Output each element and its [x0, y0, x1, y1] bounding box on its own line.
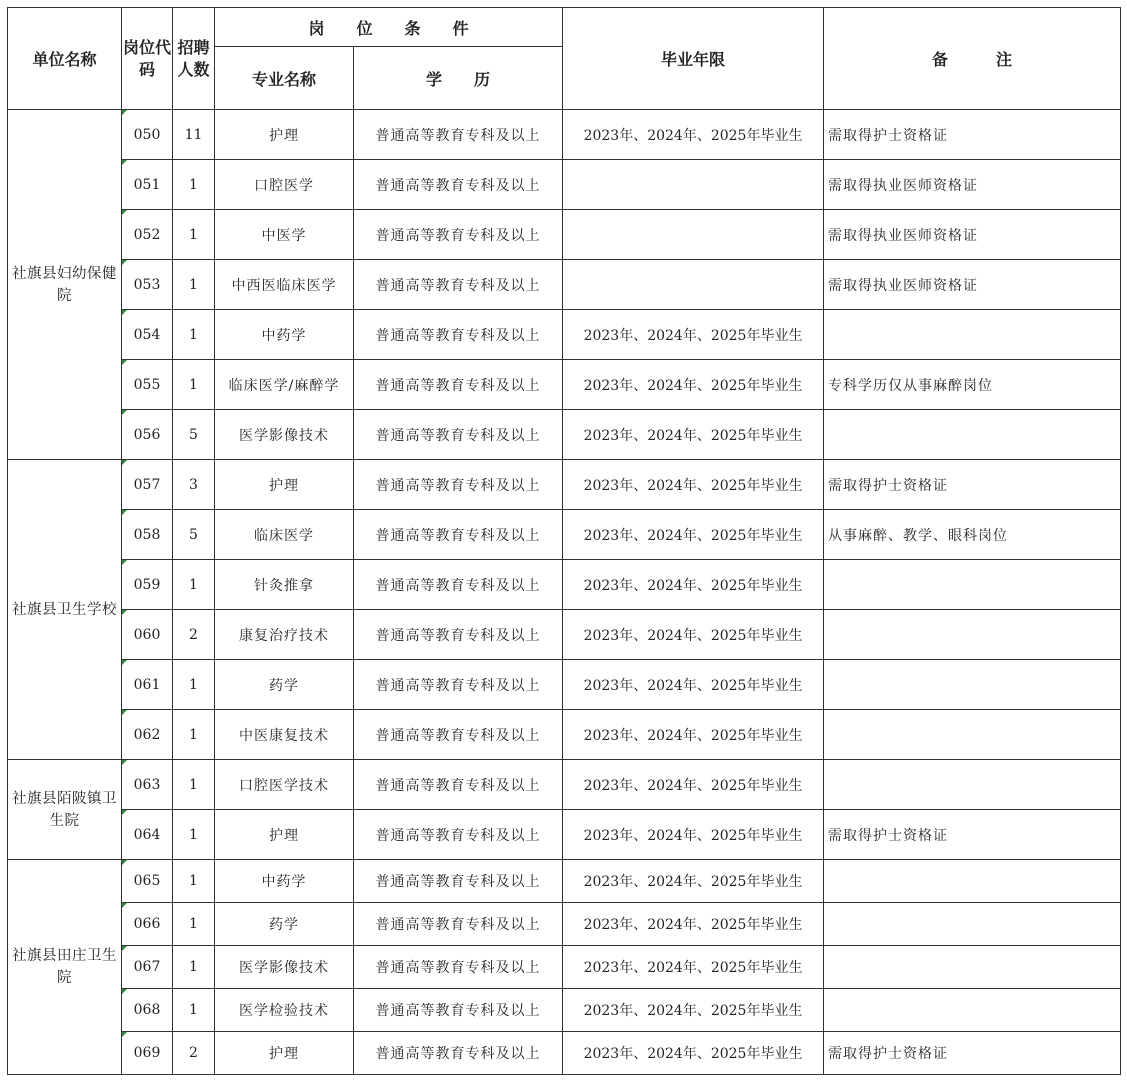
unit-name-cell: 社旗县卫生学校 [8, 460, 122, 760]
table-row [8, 810, 1121, 860]
recruit-count-cell: 1 [173, 810, 215, 860]
graduation-years-cell: 2023年、2024年、2025年毕业生 [563, 660, 824, 710]
remarks-cell: 从事麻醉、教学、眼科岗位 [824, 510, 1121, 560]
major-name-cell: 中药学 [215, 860, 354, 903]
education-cell: 普通高等教育专科及以上 [354, 946, 563, 989]
post-code-cell: 053 [122, 260, 173, 310]
major-name-cell: 护理 [215, 1032, 354, 1075]
education-cell: 普通高等教育专科及以上 [354, 903, 563, 946]
remarks-cell [824, 660, 1121, 710]
remarks-cell [824, 903, 1121, 946]
remarks-cell: 需取得护士资格证 [824, 1032, 1121, 1075]
education-cell: 普通高等教育专科及以上 [354, 260, 563, 310]
education-cell: 普通高等教育专科及以上 [354, 989, 563, 1032]
major-name-cell: 药学 [215, 660, 354, 710]
education-cell: 普通高等教育专科及以上 [354, 310, 563, 360]
recruit-count-cell: 11 [173, 110, 215, 160]
recruit-count-cell: 3 [173, 460, 215, 510]
graduation-years-cell: 2023年、2024年、2025年毕业生 [563, 110, 824, 160]
remarks-cell [824, 560, 1121, 610]
table-row [8, 310, 1121, 360]
remarks-cell [824, 410, 1121, 460]
major-name-cell: 针灸推拿 [215, 560, 354, 610]
table-row [8, 989, 1121, 1032]
education-cell: 普通高等教育专科及以上 [354, 360, 563, 410]
graduation-years-cell: 2023年、2024年、2025年毕业生 [563, 946, 824, 989]
remarks-cell [824, 610, 1121, 660]
table-row [8, 660, 1121, 710]
post-code-cell: 052 [122, 210, 173, 260]
post-code-cell: 066 [122, 903, 173, 946]
table-row [8, 946, 1121, 989]
header-recruit-count: 招聘人数 [173, 8, 215, 110]
recruit-count-cell: 1 [173, 160, 215, 210]
remarks-cell: 需取得护士资格证 [824, 460, 1121, 510]
graduation-years-cell: 2023年、2024年、2025年毕业生 [563, 460, 824, 510]
education-cell: 普通高等教育专科及以上 [354, 810, 563, 860]
recruit-count-cell: 1 [173, 903, 215, 946]
remarks-cell: 需取得执业医师资格证 [824, 210, 1121, 260]
table-row [8, 860, 1121, 903]
recruit-count-cell: 1 [173, 946, 215, 989]
post-code-cell: 062 [122, 710, 173, 760]
recruit-count-cell: 2 [173, 610, 215, 660]
post-code-cell: 065 [122, 860, 173, 903]
recruit-count-cell: 1 [173, 989, 215, 1032]
table-row [8, 510, 1121, 560]
graduation-years-cell [563, 160, 824, 210]
table-row [8, 260, 1121, 310]
graduation-years-cell: 2023年、2024年、2025年毕业生 [563, 1032, 824, 1075]
post-code-cell: 055 [122, 360, 173, 410]
major-name-cell: 药学 [215, 903, 354, 946]
unit-name-cell: 社旗县妇幼保健院 [8, 110, 122, 460]
education-cell: 普通高等教育专科及以上 [354, 1032, 563, 1075]
post-code-cell: 058 [122, 510, 173, 560]
graduation-years-cell: 2023年、2024年、2025年毕业生 [563, 360, 824, 410]
recruit-count-cell: 1 [173, 860, 215, 903]
graduation-years-cell: 2023年、2024年、2025年毕业生 [563, 710, 824, 760]
education-cell: 普通高等教育专科及以上 [354, 410, 563, 460]
remarks-cell [824, 760, 1121, 810]
recruit-count-cell: 1 [173, 310, 215, 360]
post-code-cell: 064 [122, 810, 173, 860]
recruit-count-cell: 5 [173, 510, 215, 560]
recruitment-table [7, 7, 1121, 1075]
post-code-cell: 057 [122, 460, 173, 510]
header-remarks: 备 注 [824, 8, 1121, 110]
unit-name-cell: 社旗县田庄卫生院 [8, 860, 122, 1075]
recruit-count-cell: 1 [173, 560, 215, 610]
education-cell: 普通高等教育专科及以上 [354, 760, 563, 810]
education-cell: 普通高等教育专科及以上 [354, 510, 563, 560]
education-cell: 普通高等教育专科及以上 [354, 710, 563, 760]
post-code-cell: 067 [122, 946, 173, 989]
graduation-years-cell: 2023年、2024年、2025年毕业生 [563, 510, 824, 560]
remarks-cell: 需取得执业医师资格证 [824, 260, 1121, 310]
major-name-cell: 中药学 [215, 310, 354, 360]
post-code-cell: 063 [122, 760, 173, 810]
table-row [8, 710, 1121, 760]
graduation-years-cell: 2023年、2024年、2025年毕业生 [563, 860, 824, 903]
graduation-years-cell: 2023年、2024年、2025年毕业生 [563, 560, 824, 610]
post-code-cell: 068 [122, 989, 173, 1032]
table-row [8, 903, 1121, 946]
header-post-conditions: 岗 位 条 件 [215, 8, 563, 47]
table-row [8, 410, 1121, 460]
post-code-cell: 061 [122, 660, 173, 710]
header-post-code: 岗位代码 [122, 8, 173, 110]
post-code-cell: 059 [122, 560, 173, 610]
post-code-cell: 051 [122, 160, 173, 210]
header-unit-name: 单位名称 [8, 8, 122, 110]
remarks-cell: 需取得护士资格证 [824, 110, 1121, 160]
remarks-cell [824, 710, 1121, 760]
major-name-cell: 中医康复技术 [215, 710, 354, 760]
major-name-cell: 护理 [215, 810, 354, 860]
graduation-years-cell: 2023年、2024年、2025年毕业生 [563, 410, 824, 460]
major-name-cell: 医学检验技术 [215, 989, 354, 1032]
major-name-cell: 医学影像技术 [215, 946, 354, 989]
major-name-cell: 临床医学 [215, 510, 354, 560]
table-row [8, 110, 1121, 160]
table-row [8, 460, 1121, 510]
education-cell: 普通高等教育专科及以上 [354, 660, 563, 710]
header-major-name: 专业名称 [215, 47, 354, 110]
remarks-cell [824, 946, 1121, 989]
remarks-cell: 需取得执业医师资格证 [824, 160, 1121, 210]
graduation-years-cell: 2023年、2024年、2025年毕业生 [563, 610, 824, 660]
major-name-cell: 护理 [215, 460, 354, 510]
table-body [8, 110, 1121, 1075]
post-code-cell: 050 [122, 110, 173, 160]
remarks-cell: 需取得护士资格证 [824, 810, 1121, 860]
table-row [8, 560, 1121, 610]
education-cell: 普通高等教育专科及以上 [354, 860, 563, 903]
table-row [8, 360, 1121, 410]
education-cell: 普通高等教育专科及以上 [354, 610, 563, 660]
remarks-cell: 专科学历仅从事麻醉岗位 [824, 360, 1121, 410]
recruit-count-cell: 5 [173, 410, 215, 460]
recruit-count-cell: 1 [173, 210, 215, 260]
remarks-cell [824, 860, 1121, 903]
education-cell: 普通高等教育专科及以上 [354, 110, 563, 160]
table-row [8, 760, 1121, 810]
graduation-years-cell: 2023年、2024年、2025年毕业生 [563, 903, 824, 946]
education-cell: 普通高等教育专科及以上 [354, 160, 563, 210]
recruit-count-cell: 1 [173, 760, 215, 810]
major-name-cell: 康复治疗技术 [215, 610, 354, 660]
graduation-years-cell [563, 210, 824, 260]
header-education: 学 历 [354, 47, 563, 110]
education-cell: 普通高等教育专科及以上 [354, 560, 563, 610]
major-name-cell: 中医学 [215, 210, 354, 260]
major-name-cell: 口腔医学 [215, 160, 354, 210]
unit-name-cell: 社旗县陌陂镇卫生院 [8, 760, 122, 860]
graduation-years-cell [563, 260, 824, 310]
recruit-count-cell: 1 [173, 360, 215, 410]
education-cell: 普通高等教育专科及以上 [354, 460, 563, 510]
major-name-cell: 口腔医学技术 [215, 760, 354, 810]
recruit-count-cell: 1 [173, 710, 215, 760]
recruit-count-cell: 1 [173, 660, 215, 710]
major-name-cell: 中西医临床医学 [215, 260, 354, 310]
graduation-years-cell: 2023年、2024年、2025年毕业生 [563, 810, 824, 860]
major-name-cell: 临床医学/麻醉学 [215, 360, 354, 410]
remarks-cell [824, 310, 1121, 360]
header-graduation-years: 毕业年限 [563, 8, 824, 110]
table-row [8, 1032, 1121, 1075]
recruit-count-cell: 1 [173, 260, 215, 310]
graduation-years-cell: 2023年、2024年、2025年毕业生 [563, 310, 824, 360]
table-row [8, 610, 1121, 660]
major-name-cell: 护理 [215, 110, 354, 160]
major-name-cell: 医学影像技术 [215, 410, 354, 460]
post-code-cell: 060 [122, 610, 173, 660]
post-code-cell: 056 [122, 410, 173, 460]
post-code-cell: 054 [122, 310, 173, 360]
table-row [8, 210, 1121, 260]
education-cell: 普通高等教育专科及以上 [354, 210, 563, 260]
remarks-cell [824, 989, 1121, 1032]
recruit-count-cell: 2 [173, 1032, 215, 1075]
graduation-years-cell: 2023年、2024年、2025年毕业生 [563, 989, 824, 1032]
post-code-cell: 069 [122, 1032, 173, 1075]
table-row [8, 160, 1121, 210]
graduation-years-cell: 2023年、2024年、2025年毕业生 [563, 760, 824, 810]
